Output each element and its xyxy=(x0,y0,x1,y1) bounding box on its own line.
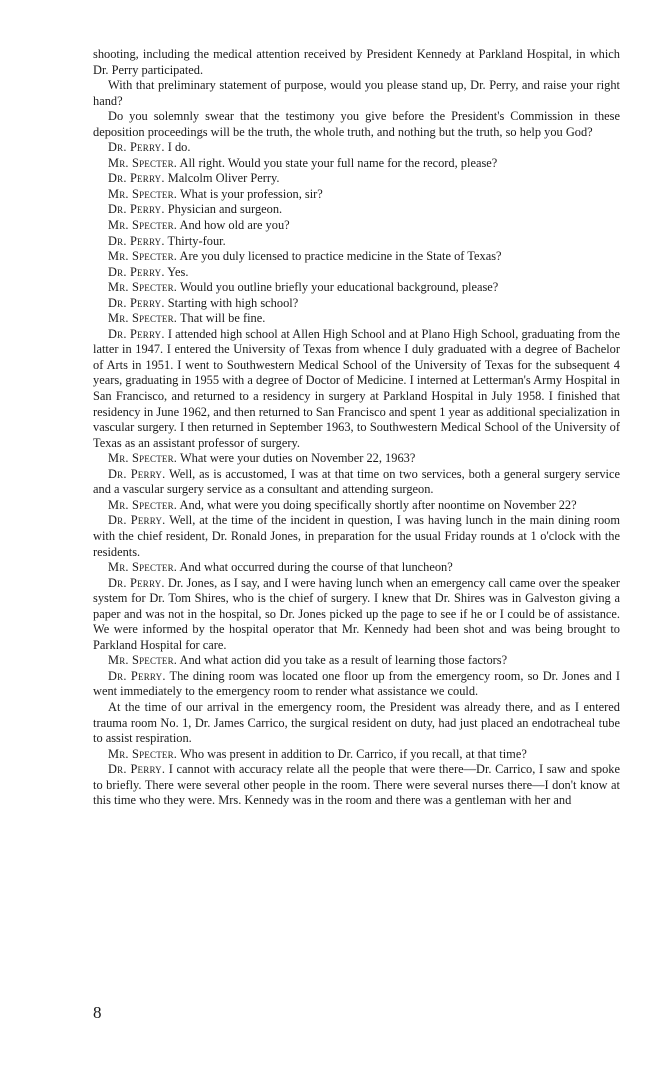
transcript-paragraph xyxy=(93,669,620,700)
speaker-label: Mr. Specter. xyxy=(108,311,178,326)
speaker-label: Mr. Specter. xyxy=(108,560,178,575)
transcript-paragraph xyxy=(93,234,620,250)
paragraph-text: Malcolm Oliver Perry. xyxy=(167,171,280,186)
transcript-paragraph xyxy=(93,296,620,312)
transcript-paragraph xyxy=(93,747,620,763)
speaker-label: Dr. Perry. xyxy=(108,326,165,341)
transcript-paragraph xyxy=(93,249,620,265)
paragraph-text: I do. xyxy=(167,140,191,155)
speaker-label: Mr. Specter. xyxy=(108,451,178,466)
paragraph-text: shooting, including the medical attention received by President Kennedy at Parkland Hospital, in which Dr. Perry participated. xyxy=(93,47,620,77)
transcript-paragraph xyxy=(93,156,620,172)
speaker-label: Mr. Specter. xyxy=(108,249,178,264)
transcript-paragraph xyxy=(93,78,620,109)
transcript-text xyxy=(93,47,620,809)
transcript-paragraph xyxy=(93,451,620,467)
paragraph-text: Dr. Jones, as I say, and I were having lunch when an emergency call came over the speaker system for Dr. Tom Shires, who is the chief of surgery. I knew that Dr. Shires was in Galveston giving a paper and was not in the hospital, so Dr. Jones picked up the page to see if he or I could be of assistance. We were informed by the hospital operator that Mr. Kennedy had been shot and was being brought to Parkland Hospital for care. xyxy=(93,575,620,652)
paragraph-text: I attended high school at Allen High School and at Plano High School, graduating from the latter in 1947. I entered the University of Texas from whence I duly graduated with a degree of Bachelor of Arts in 1951. I went to Southwestern Medical School of the University of Texas for the subsequent 4 years, graduating in 1955 with a degree of Doctor of Medicine. I interned at Letterman's Army Hospital in San Francisco, and returned to a residency in surgery at Parkland Hospital in July 1958. I finished that residency in June 1962, and then returned to San Francisco and spent 1 year as additional specialization in vascular surgery. I then returned in September 1963, to Southwestern Medical School of the University of Texas as an assistant professor of surgery. xyxy=(93,326,620,450)
paragraph-text: And what action did you take as a result of learning those factors? xyxy=(179,653,508,668)
transcript-paragraph xyxy=(93,311,620,327)
paragraph-text: With that preliminary statement of purpose, would you please stand up, Dr. Perry, and raise your right hand? xyxy=(93,78,620,108)
transcript-paragraph xyxy=(93,576,620,654)
paragraph-text: Thirty-four. xyxy=(167,233,226,248)
transcript-paragraph xyxy=(93,560,620,576)
speaker-label: Dr. Perry. xyxy=(108,233,165,248)
speaker-label: Mr. Specter. xyxy=(108,497,178,512)
speaker-label: Dr. Perry. xyxy=(108,140,165,155)
paragraph-text: Who was present in addition to Dr. Carrico, if you recall, at that time? xyxy=(179,746,527,761)
paragraph-text: Physician and surgeon. xyxy=(167,202,283,217)
paragraph-text: And how old are you? xyxy=(179,218,290,233)
transcript-paragraph xyxy=(93,327,620,451)
speaker-label: Dr. Perry. xyxy=(108,295,165,310)
speaker-label: Dr. Perry. xyxy=(108,466,166,481)
paragraph-text: At the time of our arrival in the emergency room, the President was already there, and as I entered trauma room No. 1, Dr. James Carrico, the surgical resident on duty, had just placed an endotracheal tube to assist respiration. xyxy=(93,699,620,746)
transcript-paragraph xyxy=(93,653,620,669)
transcript-paragraph xyxy=(93,467,620,498)
page-number: 8 xyxy=(93,1003,102,1022)
paragraph-text: I cannot with accuracy relate all the people that were there—Dr. Carrico, I saw and spoke to briefly. There were several other people in the room. There were several nurses there—I don't know at this time who they were. Mrs. Kennedy was in the room and there was a gentleman with her and xyxy=(93,762,620,808)
paragraph-text: The dining room was located one floor up from the emergency room, so Dr. Jones and I went immediately to the emergency room to render what assistance we could. xyxy=(93,668,621,699)
paragraph-text: Well, as is accustomed, I was at that time on two services, both a general surgery service and a vascular surgery service as a consultant and attending surgeon. xyxy=(93,466,620,497)
speaker-label: Dr. Perry. xyxy=(108,575,165,590)
paragraph-text: Yes. xyxy=(167,264,189,279)
paragraph-text: What were your duties on November 22, 1963? xyxy=(179,451,416,466)
speaker-label: Mr. Specter. xyxy=(108,280,178,295)
transcript-paragraph xyxy=(93,513,620,560)
speaker-label: Mr. Specter. xyxy=(108,218,178,233)
speaker-label: Dr. Perry. xyxy=(108,668,166,683)
transcript-paragraph xyxy=(93,171,620,187)
speaker-label: Mr. Specter. xyxy=(108,746,178,761)
speaker-label: Mr. Specter. xyxy=(108,653,178,668)
transcript-paragraph xyxy=(93,280,620,296)
speaker-label: Dr. Perry. xyxy=(108,264,165,279)
speaker-label: Dr. Perry. xyxy=(108,202,165,217)
transcript-paragraph xyxy=(93,109,620,140)
paragraph-text: Are you duly licensed to practice medicine in the State of Texas? xyxy=(179,249,502,264)
transcript-paragraph xyxy=(93,187,620,203)
transcript-paragraph xyxy=(93,202,620,218)
transcript-paragraph xyxy=(93,700,620,747)
speaker-label: Dr. Perry. xyxy=(108,513,166,528)
paragraph-text: That will be fine. xyxy=(179,311,266,326)
transcript-paragraph xyxy=(93,218,620,234)
paragraph-text: What is your profession, sir? xyxy=(179,186,323,201)
paragraph-text: And what occurred during the course of that luncheon? xyxy=(179,560,453,575)
speaker-label: Mr. Specter. xyxy=(108,155,178,170)
paragraph-text: Do you solemnly swear that the testimony you give before the President's Commission in these deposition proceedings will be the truth, the whole truth, and nothing but the truth, so help you God? xyxy=(93,109,620,139)
transcript-paragraph xyxy=(93,498,620,514)
paragraph-text: All right. Would you state your full name for the record, please? xyxy=(179,155,498,170)
transcript-paragraph xyxy=(93,140,620,156)
paragraph-text: And, what were you doing specifically shortly after noontime on November 22? xyxy=(179,497,577,512)
speaker-label: Dr. Perry. xyxy=(108,762,166,777)
transcript-paragraph xyxy=(93,47,620,78)
paragraph-text: Would you outline briefly your educational background, please? xyxy=(179,280,499,295)
paragraph-text: Well, at the time of the incident in question, I was having lunch in the main dining room with the chief resident, Dr. Ronald Jones, in preparation for the usual Friday rounds at 1 o'clock with the residents. xyxy=(93,513,620,559)
transcript-paragraph xyxy=(93,265,620,281)
speaker-label: Mr. Specter. xyxy=(108,186,178,201)
paragraph-text: Starting with high school? xyxy=(167,295,299,310)
transcript-paragraph xyxy=(93,762,620,809)
speaker-label: Dr. Perry. xyxy=(108,171,165,186)
